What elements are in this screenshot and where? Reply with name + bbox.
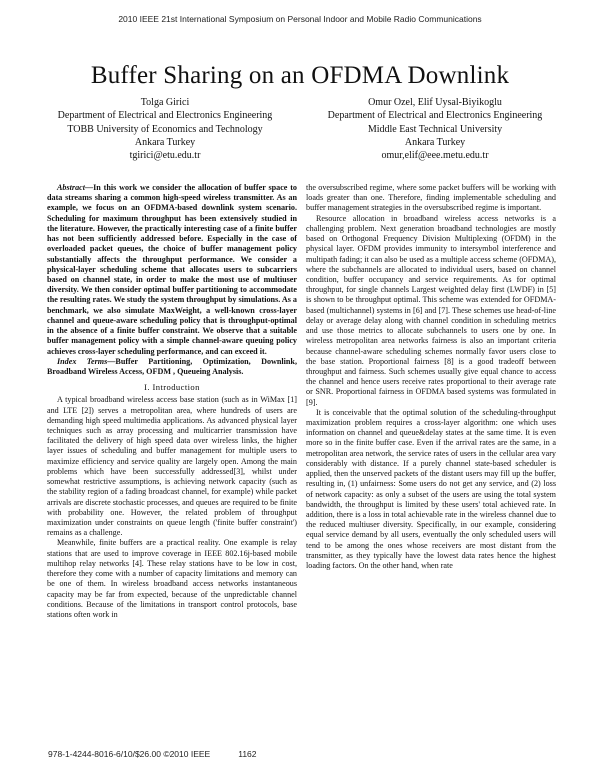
index-terms-text: Buffer Partitioning, Optimization, Downlink, Broadband Wireless Access, OFDM , Queueing Analysis. [47,356,297,376]
copyright-line: 978-1-4244-8016-6/10/$26.00 ©2010 IEEE [48,749,211,759]
author-name: Tolga Girici [140,97,190,108]
paragraph: the oversubscribed regime, where some packet buffers will be working with loads greater than one. Therefore, finding implementable scheduling and buffer management strategies in the oversubscribed regime is important. [306,183,556,213]
section-heading: I. Introduction [144,382,200,393]
author-department: Department of Electrical and Electronics Engineering [57,110,273,122]
author-location: Ankara Turkey [404,136,466,148]
right-column [306,183,556,571]
page-footer [48,749,257,759]
author-institution: Middle East Technical University [367,123,503,135]
author-name: Omur Ozel, Elif Uysal-Biyikoglu [368,97,502,108]
index-terms-label: Index Terms [57,356,108,366]
author-email[interactable]: omur,elif@eee.metu.edu.tr [381,150,489,162]
author-block-2 [300,96,570,162]
conference-header: 2010 IEEE 21st International Symposium on Personal Indoor and Mobile Radio Communications [118,14,482,24]
page-number: 1162 [238,749,257,759]
author-email[interactable]: tgirici@etu.edu.tr [129,150,201,162]
paragraph: It is conceivable that the optimal solution of the scheduling-throughput maximization problem requires a cross-layer algorithm: one which uses information on channel and queue&delay states at the same time. It is even more so in the finite buffer case. Even if the arrival rates are the same, in a metropolitan area network, the service rates of users in the cellular area vary considerably with distance. If a purely channel state-based scheduler is applied, then the unserved packets of the distant users may fill up the buffer, resulting in, (1) unfairness: Some users do not get any service, and (2) loss of network capacity: as only a subset of the users are using the total system bandwidth, the throughput is limited by these users' total achieved rate. In addition, there is a loss in total achievable rate in the wireless channel due to the reduced multiuser diversity. Specifically, in our example, considering equal service demand by all users, eventually the only scheduled users will tend to be among the ones whose receivers are most distant from the transmitter, as they typically have the lowest data rates hence the highest loading factors. On the other hand, when rate [306,407,556,571]
index-terms: Index Terms—Buffer Partitioning, Optimization, Downlink, Broadband Wireless Access, OFDM , Queueing Analysis. [47,356,297,376]
abstract-label: Abstract [57,183,85,192]
paragraph: Meanwhile, finite buffers are a practical reality. One example is relay stations that are used to improve coverage in IEEE 802.16j-based mobile multihop relay networks [4]. These relay stations have to be low in cost, therefore they come with a number of capacity limitations and memory can be one of them. In wireless broadband access networks instantaneous capacity may be far from expected, because of the unpredictable channel conditions. Because of the limitations in transport control protocols, base stations often work in [47,538,297,619]
paper-title: Buffer Sharing on an OFDMA Downlink [90,62,510,89]
paragraph: Resource allocation in broadband wireless access networks is a challenging problem. Next generation broadband technologies are mostly based on Orthogonal Frequency Division Multiplexing (OFDM) in the physical layer. OFDM provides immunity to intersymbol interference and multipath fading; it can also be used as a multiple access scheme (OFDMA), where the subchannels are allocated to individual users, based on channel condition, buffer occupancy and service requirements. As for optimal throughput, for single channels Largest weighted delay first (LWDF) in [5] is shown to be throughput optimal. This scheme was extended for OFDMA-based (multichannel) systems in [6] and [7]. These schemes use head-of-line delay or average delay along with channel condition in scheduling metrics and use those metrics to allocate subchannels to users one by one. In wireless metropolitan area networks fairness is also an important criteria because channel-aware scheduling schemes normally favor users close to the base station. Proportional fairness [8] is a good tradeoff between throughput and fairness. Such schemes usually give equal chance to access the channel and hence users receive rates proportional to their average rate or SNR. Proportional fairness in OFDMA based systems was formulated in [9]. [306,213,556,407]
author-department: Department of Electrical and Electronics Engineering [327,110,543,122]
paragraph: A typical broadband wireless access base station (such as in WiMax [1] and LTE [2]) serves a metropolitan area, where hundreds of users are demanding high speed multimedia applications. As advanced physical layer techniques such as array processing and multicarrier transmission have facilitated the delivery of high speed data over wireless links, the higher layer issues of scheduling and buffer management for multiple users to maximize efficiency and service quality are largely open. Among the main problems which have been successfully addressed[3], whilst under somewhat restrictive assumptions, is achieving network capacity (such as the stability region of a fading broadcast channel, for example) while packet arrivals are discrete stochastic processes, and queues are required to be finite with probability one. However, the related problem of throughput maximization under constraints on queue length ('finite buffer constraint') remains as a challenge. [47,395,297,538]
author-block-1 [30,96,300,162]
abstract: Abstract—In this work we consider the allocation of buffer space to data streams sharing a common high-speed wireless transmitter. As an example, we focus on an OFDMA-based downlink system scenario. Scheduling for maximum throughput has been extensively studied in the literature. However, the practically interesting case of a finite buffer has not been sufficiently addressed before. Especially in the case of overloaded packet queues, the choice of buffer management policy substantially affects the throughput performance. We consider a physical-layer scheduling scheme that allocates users to subcarriers based on channel state, in order to make the most use of multiuser diversity. We then consider optimal buffer partitioning to accommodate the resulting rates. We study the system throughput by simulations. As a benchmark, we also simulate MaxWeight, a well-known cross-layer channel and queue-aware scheduling policy that is throughput-optimal in the absence of a finite buffer constraint. We observe that a suitable buffer management policy with a simple channel-aware queuing policy achieves cross-layer scheduling performance, and can exceed it. [47,183,297,356]
abstract-text: In this work we consider the allocation of buffer space to data streams sharing a common high-speed wireless transmitter. As an example, we focus on an OFDMA-based downlink system scenario. Scheduling for maximum throughput has been extensively studied in the literature. However, the practically interesting case of a finite buffer has not been sufficiently addressed before. Especially in the case of overloaded packet queues, the choice of buffer management policy substantially affects the throughput performance. We consider a physical-layer scheduling scheme that allocates users to subcarriers based on channel state, in order to make the most use of multiuser diversity. We then consider optimal buffer partitioning to accommodate the resulting rates. We study the system throughput by simulations. As a benchmark, we also simulate MaxWeight, a well-known cross-layer channel and queue-aware scheduling policy that is throughput-optimal in the absence of a finite buffer constraint. We observe that a suitable buffer management policy with a simple channel-aware queuing policy achieves cross-layer scheduling performance, and can exceed it. [47,183,297,356]
author-institution: TOBB University of Economics and Technology [67,123,263,135]
left-column [47,183,297,620]
author-location: Ankara Turkey [134,136,196,148]
